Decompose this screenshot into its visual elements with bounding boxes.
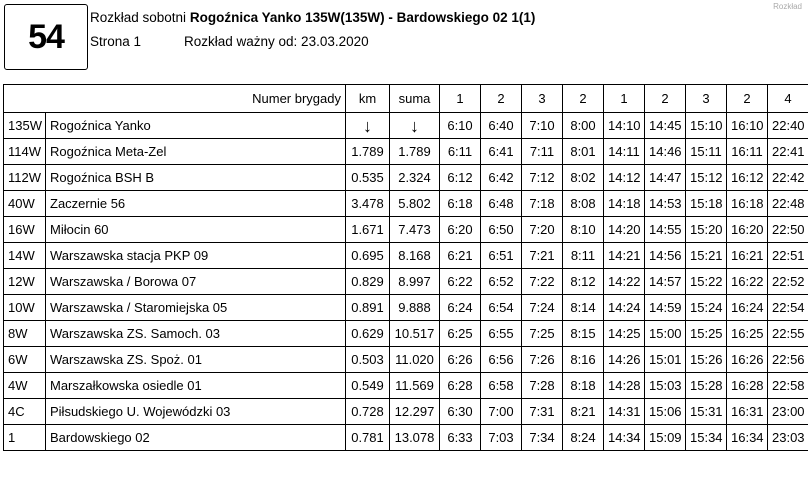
km-value: 0.829	[346, 269, 390, 295]
departure-time: 7:26	[522, 347, 563, 373]
departure-time: 22:42	[768, 165, 808, 191]
departure-time: 7:20	[522, 217, 563, 243]
table-row	[4, 243, 808, 269]
departure-time: 16:31	[727, 399, 768, 425]
table-header-row	[4, 85, 808, 113]
km-value: 0.535	[346, 165, 390, 191]
stop-code: 4W	[4, 373, 46, 399]
stop-name: Warszawska ZS. Samoch. 03	[46, 321, 346, 347]
km-value: 0.629	[346, 321, 390, 347]
departure-time: 14:53	[645, 191, 686, 217]
departure-time: 8:08	[563, 191, 604, 217]
departure-time: 23:00	[768, 399, 808, 425]
departure-time: 6:33	[440, 425, 481, 451]
departure-time: 14:26	[604, 347, 645, 373]
departure-time: 8:02	[563, 165, 604, 191]
departure-time: 14:11	[604, 139, 645, 165]
departure-time: 6:41	[481, 139, 522, 165]
departure-time: 16:22	[727, 269, 768, 295]
departure-time: 7:18	[522, 191, 563, 217]
departure-time: 15:01	[645, 347, 686, 373]
stop-name: Bardowskiego 02	[46, 425, 346, 451]
down-arrow-icon: ↓	[390, 113, 440, 139]
departure-time: 22:48	[768, 191, 808, 217]
sum-value: 2.324	[390, 165, 440, 191]
departure-time: 6:22	[440, 269, 481, 295]
stop-name: Warszawska stacja PKP 09	[46, 243, 346, 269]
stop-name: Miłocin 60	[46, 217, 346, 243]
km-value: 1.789	[346, 139, 390, 165]
departure-time: 6:40	[481, 113, 522, 139]
departure-time: 15:11	[686, 139, 727, 165]
stop-name: Rogoźnica Yanko	[46, 113, 346, 139]
departure-time: 22:56	[768, 347, 808, 373]
departure-time: 7:28	[522, 373, 563, 399]
departure-time: 7:11	[522, 139, 563, 165]
departure-time: 16:21	[727, 243, 768, 269]
stop-code: 1	[4, 425, 46, 451]
stop-name: Warszawska / Borowa 07	[46, 269, 346, 295]
sum-value: 11.020	[390, 347, 440, 373]
departure-time: 15:31	[686, 399, 727, 425]
brigade-number-cell: 2	[563, 85, 604, 113]
departure-time: 6:55	[481, 321, 522, 347]
sum-value: 5.802	[390, 191, 440, 217]
departure-time: 6:51	[481, 243, 522, 269]
departure-time: 15:25	[686, 321, 727, 347]
departure-time: 6:56	[481, 347, 522, 373]
departure-time: 14:20	[604, 217, 645, 243]
table-row	[4, 191, 808, 217]
brigade-number-cell: 3	[686, 85, 727, 113]
table-row	[4, 269, 808, 295]
sum-value: 10.517	[390, 321, 440, 347]
departure-time: 22:55	[768, 321, 808, 347]
stop-code: 10W	[4, 295, 46, 321]
departure-time: 15:03	[645, 373, 686, 399]
timetable-header	[0, 0, 808, 80]
departure-time: 14:18	[604, 191, 645, 217]
departure-time: 15:10	[686, 113, 727, 139]
departure-time: 22:58	[768, 373, 808, 399]
line-number-box	[4, 4, 88, 70]
km-value: 0.695	[346, 243, 390, 269]
departure-time: 6:58	[481, 373, 522, 399]
departure-time: 7:25	[522, 321, 563, 347]
departure-time: 14:10	[604, 113, 645, 139]
sum-value: 12.297	[390, 399, 440, 425]
sum-value: 1.789	[390, 139, 440, 165]
departure-time: 14:45	[645, 113, 686, 139]
km-value: 3.478	[346, 191, 390, 217]
departure-time: 8:24	[563, 425, 604, 451]
departure-time: 7:31	[522, 399, 563, 425]
departure-time: 6:28	[440, 373, 481, 399]
stop-code: 40W	[4, 191, 46, 217]
sum-value: 7.473	[390, 217, 440, 243]
sum-value: 13.078	[390, 425, 440, 451]
departure-time: 6:48	[481, 191, 522, 217]
departure-time: 6:50	[481, 217, 522, 243]
stop-code: 12W	[4, 269, 46, 295]
brigade-number-cell: 3	[522, 85, 563, 113]
table-row	[4, 113, 808, 139]
valid-from-label: Rozkład ważny od: 23.03.2020	[184, 34, 369, 49]
departure-time: 16:18	[727, 191, 768, 217]
km-value: 0.891	[346, 295, 390, 321]
route-heading	[90, 10, 535, 25]
departure-time: 8:11	[563, 243, 604, 269]
departure-time: 22:41	[768, 139, 808, 165]
brigade-number-cell: 1	[440, 85, 481, 113]
table-row	[4, 399, 808, 425]
brigade-number-header: Numer brygady	[4, 85, 346, 113]
departure-time: 6:12	[440, 165, 481, 191]
timetable-body	[4, 113, 808, 451]
departure-time: 23:03	[768, 425, 808, 451]
departure-time: 15:00	[645, 321, 686, 347]
stop-name: Warszawska ZS. Spoż. 01	[46, 347, 346, 373]
departure-time: 6:25	[440, 321, 481, 347]
departure-time: 7:24	[522, 295, 563, 321]
departure-time: 6:52	[481, 269, 522, 295]
stop-code: 8W	[4, 321, 46, 347]
departure-time: 6:54	[481, 295, 522, 321]
table-row	[4, 373, 808, 399]
table-row	[4, 347, 808, 373]
departure-time: 16:25	[727, 321, 768, 347]
sum-value: 8.168	[390, 243, 440, 269]
departure-time: 16:24	[727, 295, 768, 321]
departure-time: 16:20	[727, 217, 768, 243]
km-header: km	[346, 85, 390, 113]
departure-time: 22:51	[768, 243, 808, 269]
stop-code: 114W	[4, 139, 46, 165]
departure-time: 22:50	[768, 217, 808, 243]
departure-time: 15:28	[686, 373, 727, 399]
departure-time: 6:26	[440, 347, 481, 373]
departure-time: 22:52	[768, 269, 808, 295]
table-row	[4, 217, 808, 243]
sum-value: 8.997	[390, 269, 440, 295]
departure-time: 6:10	[440, 113, 481, 139]
departure-time: 15:22	[686, 269, 727, 295]
departure-time: 15:20	[686, 217, 727, 243]
print-stamp: Rozkład	[773, 2, 802, 11]
departure-time: 15:21	[686, 243, 727, 269]
stop-code: 4C	[4, 399, 46, 425]
table-row	[4, 321, 808, 347]
departure-time: 14:46	[645, 139, 686, 165]
departure-time: 8:18	[563, 373, 604, 399]
stop-name: Rogoźnica BSH B	[46, 165, 346, 191]
stop-name: Warszawska / Staromiejska 05	[46, 295, 346, 321]
stop-code: 6W	[4, 347, 46, 373]
departure-time: 8:14	[563, 295, 604, 321]
km-value: 1.671	[346, 217, 390, 243]
departure-time: 14:31	[604, 399, 645, 425]
departure-time: 14:47	[645, 165, 686, 191]
departure-time: 7:22	[522, 269, 563, 295]
sum-value: 9.888	[390, 295, 440, 321]
km-value: 0.549	[346, 373, 390, 399]
schedule-type-label: Rozkład sobotni	[90, 10, 187, 25]
departure-time: 14:57	[645, 269, 686, 295]
departure-time: 8:21	[563, 399, 604, 425]
departure-time: 8:01	[563, 139, 604, 165]
departure-time: 6:20	[440, 217, 481, 243]
departure-time: 16:12	[727, 165, 768, 191]
departure-time: 14:59	[645, 295, 686, 321]
table-row	[4, 295, 808, 321]
stop-code: 135W	[4, 113, 46, 139]
departure-time: 15:06	[645, 399, 686, 425]
page-label: Strona 1	[90, 34, 142, 49]
departure-time: 7:12	[522, 165, 563, 191]
departure-time: 16:10	[727, 113, 768, 139]
departure-time: 7:21	[522, 243, 563, 269]
table-row	[4, 139, 808, 165]
brigade-number-cell: 1	[604, 85, 645, 113]
departure-time: 14:24	[604, 295, 645, 321]
stop-code: 14W	[4, 243, 46, 269]
departure-time: 8:00	[563, 113, 604, 139]
brigade-number-cell: 2	[727, 85, 768, 113]
departure-time: 16:26	[727, 347, 768, 373]
line-number: 54	[28, 17, 64, 56]
brigade-number-cell: 2	[481, 85, 522, 113]
stop-code: 112W	[4, 165, 46, 191]
stop-name: Zaczernie 56	[46, 191, 346, 217]
departure-time: 8:10	[563, 217, 604, 243]
departure-time: 7:10	[522, 113, 563, 139]
km-value: 0.503	[346, 347, 390, 373]
sum-value: 11.569	[390, 373, 440, 399]
departure-time: 7:00	[481, 399, 522, 425]
departure-time: 15:18	[686, 191, 727, 217]
down-arrow-icon: ↓	[346, 113, 390, 139]
departure-time: 14:55	[645, 217, 686, 243]
departure-time: 16:28	[727, 373, 768, 399]
stop-name: Rogoźnica Meta-Zel	[46, 139, 346, 165]
departure-time: 7:34	[522, 425, 563, 451]
brigade-number-cell: 2	[645, 85, 686, 113]
departure-time: 6:42	[481, 165, 522, 191]
timetable	[3, 84, 808, 451]
departure-time: 16:34	[727, 425, 768, 451]
table-row	[4, 425, 808, 451]
departure-time: 14:25	[604, 321, 645, 347]
stop-name: Marszałkowska osiedle 01	[46, 373, 346, 399]
departure-time: 22:40	[768, 113, 808, 139]
stop-name: Piłsudskiego U. Wojewódzki 03	[46, 399, 346, 425]
departure-time: 14:21	[604, 243, 645, 269]
departure-time: 6:18	[440, 191, 481, 217]
departure-time: 8:15	[563, 321, 604, 347]
table-row	[4, 165, 808, 191]
brigade-number-cell: 4	[768, 85, 808, 113]
stop-code: 16W	[4, 217, 46, 243]
departure-time: 22:54	[768, 295, 808, 321]
departure-time: 14:28	[604, 373, 645, 399]
departure-time: 6:21	[440, 243, 481, 269]
departure-time: 7:03	[481, 425, 522, 451]
sum-header: suma	[390, 85, 440, 113]
departure-time: 15:26	[686, 347, 727, 373]
km-value: 0.781	[346, 425, 390, 451]
departure-time: 6:30	[440, 399, 481, 425]
departure-time: 6:11	[440, 139, 481, 165]
departure-time: 16:11	[727, 139, 768, 165]
departure-time: 8:16	[563, 347, 604, 373]
departure-time: 15:09	[645, 425, 686, 451]
departure-time: 14:22	[604, 269, 645, 295]
route-title: Rogoźnica Yanko 135W(135W) - Bardowskiego 02 1(1)	[189, 10, 536, 25]
departure-time: 15:34	[686, 425, 727, 451]
departure-time: 6:24	[440, 295, 481, 321]
departure-time: 15:12	[686, 165, 727, 191]
km-value: 0.728	[346, 399, 390, 425]
departure-time: 15:24	[686, 295, 727, 321]
departure-time: 14:12	[604, 165, 645, 191]
departure-time: 14:56	[645, 243, 686, 269]
departure-time: 8:12	[563, 269, 604, 295]
departure-time: 14:34	[604, 425, 645, 451]
